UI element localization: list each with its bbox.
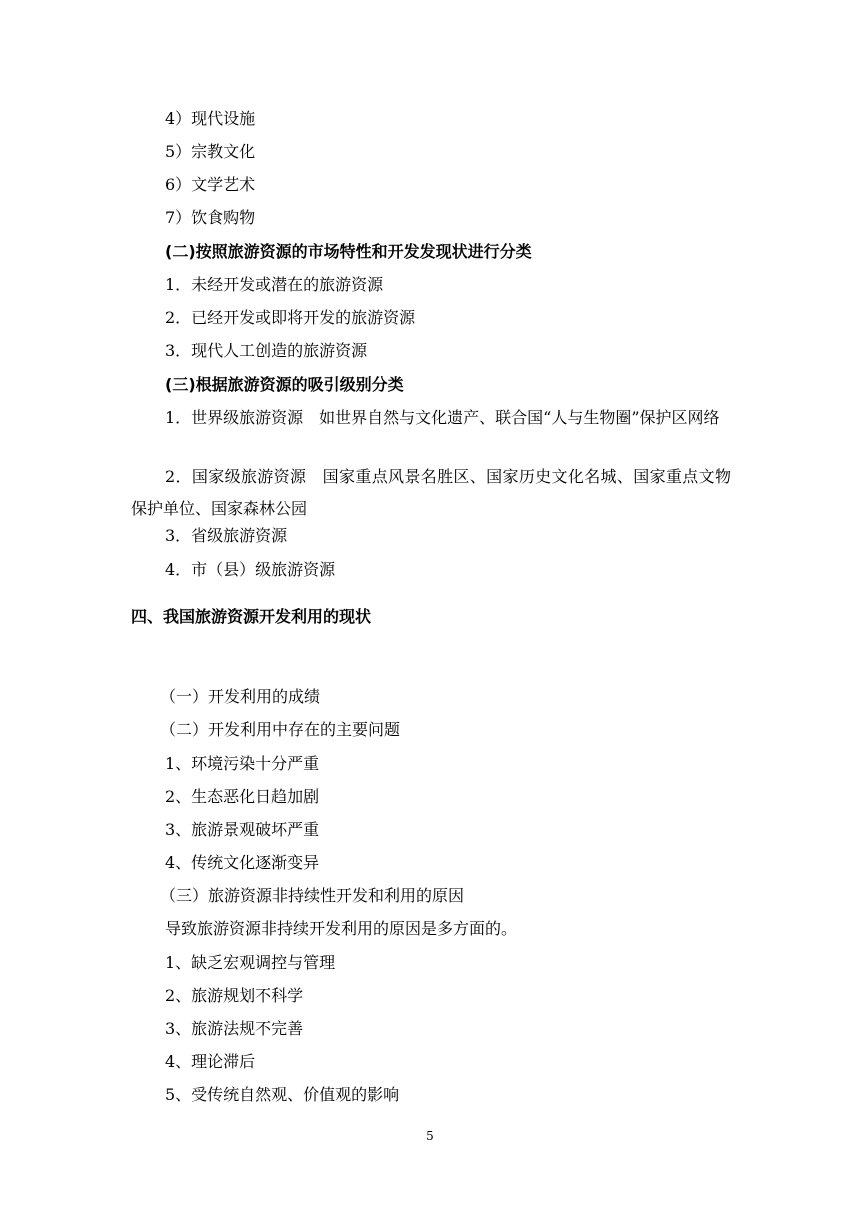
list-item: 1、缺乏宏观调控与管理 <box>165 953 336 972</box>
list-item: 6）文学艺术 <box>165 175 256 194</box>
subsection-heading: （一）开发利用的成绩 <box>160 687 321 706</box>
section-title: 四、我国旅游资源开发利用的现状 <box>131 607 372 626</box>
list-item: 5、受传统自然观、价值观的影响 <box>165 1085 400 1104</box>
list-item: 5）宗教文化 <box>165 142 256 161</box>
list-item: 3．现代人工创造的旅游资源 <box>165 341 368 360</box>
page-number: 5 <box>426 1129 434 1143</box>
list-item: 3、旅游景观破坏严重 <box>165 820 320 839</box>
paragraph: 2．国家级旅游资源 国家重点风景名胜区、国家历史文化名城、国家重点文物保护单位、国家森林公园 <box>131 467 731 518</box>
list-item: 7）饮食购物 <box>165 208 256 227</box>
subsection-heading: （三）旅游资源非持续性开发和利用的原因 <box>160 886 465 905</box>
section-heading: (二)按照旅游资源的市场特性和开发发现状进行分类 <box>165 242 532 261</box>
list-item: 1．未经开发或潜在的旅游资源 <box>165 275 384 294</box>
list-item: 3．省级旅游资源 <box>165 526 288 545</box>
list-item: 1、环境污染十分严重 <box>165 754 320 773</box>
list-item: 2、旅游规划不科学 <box>165 986 304 1005</box>
section-heading: (三)根据旅游资源的吸引级别分类 <box>165 375 404 394</box>
list-item: 2、生态恶化日趋加剧 <box>165 787 320 806</box>
subsection-heading: （二）开发利用中存在的主要问题 <box>160 720 401 739</box>
list-item: 4、传统文化逐渐变异 <box>165 853 320 872</box>
list-item: 4）现代设施 <box>165 109 256 128</box>
paragraph: 导致旅游资源非持续开发利用的原因是多方面的。 <box>165 919 518 938</box>
list-item: 4．市（县）级旅游资源 <box>165 560 336 579</box>
paragraph: 1．世界级旅游资源 如世界自然与文化遗产、联合国“人与生物圈”保护区网络 <box>165 408 720 427</box>
list-item: 2．已经开发或即将开发的旅游资源 <box>165 308 416 327</box>
list-item: 4、理论滞后 <box>165 1052 256 1071</box>
list-item: 3、旅游法规不完善 <box>165 1019 304 1038</box>
